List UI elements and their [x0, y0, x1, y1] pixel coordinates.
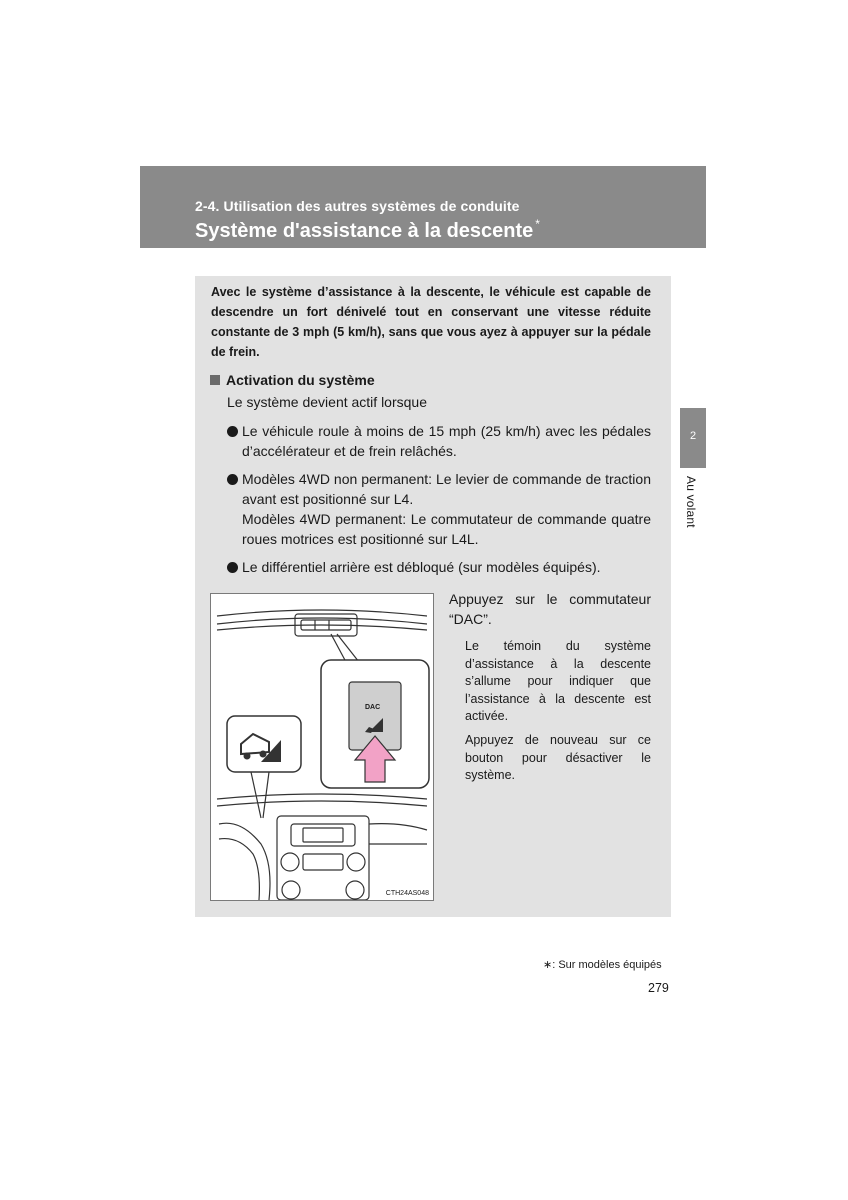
note-paragraph: Le témoin du système d’assistance à la descente s’allume pour indiquer que l’assistance à la descente est activée.: [465, 639, 651, 723]
chapter-tab-number: 2: [689, 430, 697, 442]
dashboard-drawing: [211, 594, 433, 900]
section-subtitle: 2-4. Utilisation des autres systèmes de conduite: [195, 198, 520, 214]
content-box: [195, 276, 671, 917]
section-heading: [210, 370, 375, 390]
list-item: [227, 421, 651, 461]
bullet-icon: [227, 426, 238, 437]
hill-descent-indicator-icon: [227, 716, 301, 772]
list-item-text: Modèles 4WD non permanent: Le levier de commande de traction avant est positionné sur L4.: [242, 471, 651, 507]
section-lead: Le système devient actif lorsque: [227, 394, 427, 410]
section-heading-text: Activation du système: [226, 372, 375, 388]
note-paragraph: Appuyez de nouveau sur ce bouton pour désactiver le système.: [465, 733, 651, 782]
instruction-text: Appuyez sur le commutateur “DAC”.: [449, 591, 651, 627]
title-footnote-mark: *: [535, 217, 540, 231]
dashboard-illustration: [210, 593, 434, 901]
page-number: 279: [648, 981, 669, 995]
bullet-icon: [227, 562, 238, 573]
dac-button-label: DAC: [365, 704, 381, 711]
figure-code: CTH24AS048: [385, 890, 429, 897]
list-item-text: Le différentiel arrière est débloqué (sur modèles équipés).: [242, 559, 601, 575]
list-item-text: Le véhicule roule à moins de 15 mph (25 km/h) avec les pédales d’accélérateur et de frein relâchés.: [242, 423, 651, 459]
square-bullet-icon: [210, 375, 220, 385]
footnote: ∗: Sur modèles équipés: [543, 959, 662, 971]
list-item-extra-text: Modèles 4WD permanent: Le commutateur de commande quatre roues motrices est positionné sur L4L.: [242, 511, 651, 547]
page-title: [195, 217, 540, 243]
chapter-tab: [680, 408, 706, 468]
list-item: [227, 557, 651, 577]
page-title-text: Système d'assistance à la descente: [195, 220, 534, 242]
chapter-tab-label: Au volant: [684, 476, 698, 528]
intro-paragraph: Avec le système d’assistance à la descente, le véhicule est capable de descendre un fort dénivelé tout en conservant une vitesse réduite constante de 3 mph (5 km/h), sans que vous ayez à appuyer sur la pédale de frein.: [211, 285, 651, 359]
chapter-header: [140, 166, 706, 248]
list-item: [227, 469, 651, 549]
bullet-icon: [227, 474, 238, 485]
